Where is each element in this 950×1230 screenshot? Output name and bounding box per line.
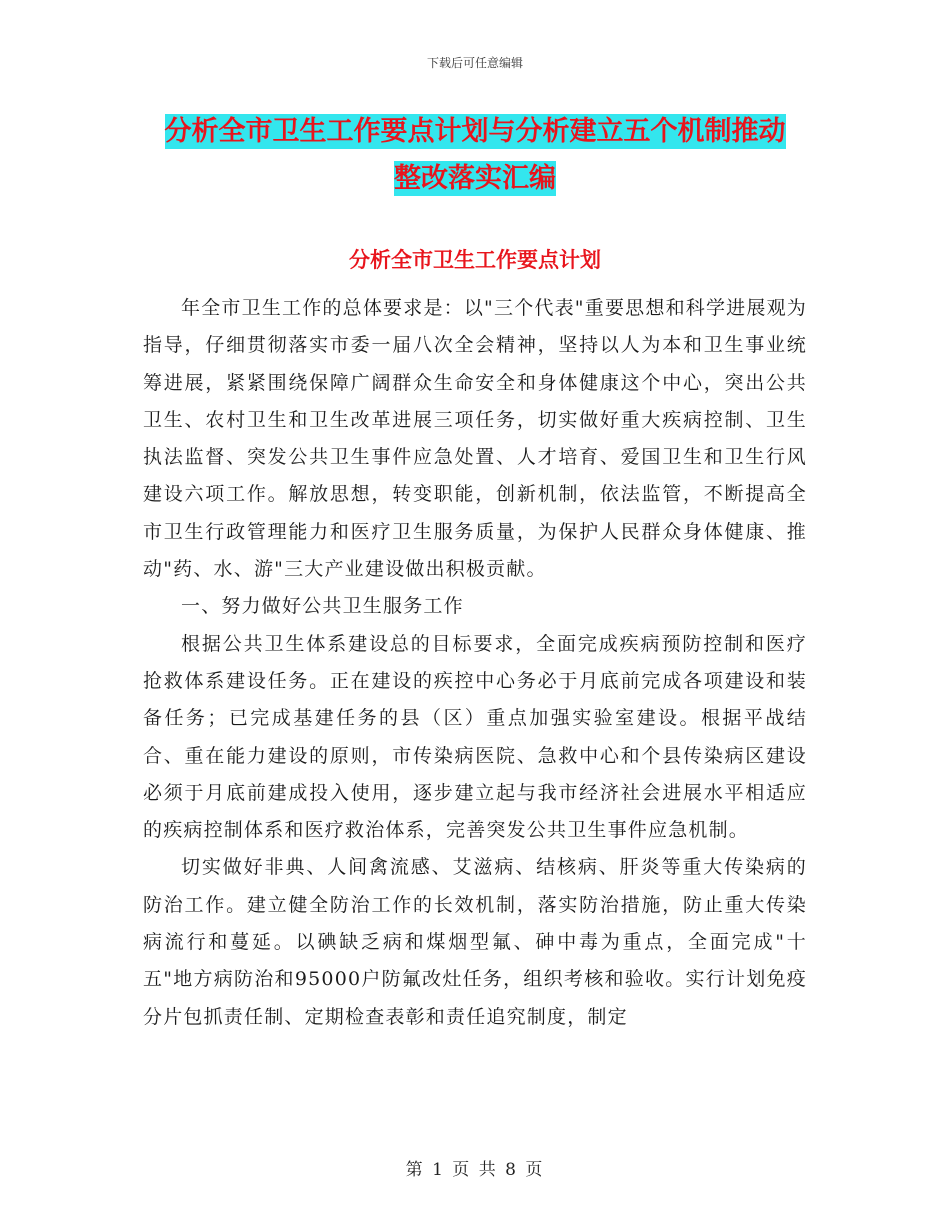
header-note: 下载后可任意编辑 <box>426 56 523 70</box>
paragraph: 年全市卫生工作的总体要求是：以"三个代表"重要思想和科学进展观为指导，仔细贯彻落实市委一届八次全会精神，坚持以人为本和卫生事业统筹进展，紧紧围绕保障广阔群众生命安全和身体健康这个中心，突出公共卫生、农村卫生和卫生改革进展三项任务，切实做好重大疾病控制、卫生执法监督、突发公共卫生事件应急处置、人才培育、爱国卫生和卫生行风建设六项工作。解放思想，转变职能，创新机制，依法监管，不断提高全市卫生行政管理能力和医疗卫生服务质量，为保护人民群众身体健康、推动"药、水、游"三大产业建设做出积极贡献。 <box>143 297 807 581</box>
document-title-line-1: 分析全市卫生工作要点计划与分析建立五个机制推动 <box>164 116 786 147</box>
paragraph: 切实做好非典、人间禽流感、艾滋病、结核病、肝炎等重大传染病的防治工作。建立健全防治工作的长效机制，落实防治措施，防止重大传染病流行和蔓延。以碘缺乏病和煤烟型氟、砷中毒为重点，全面完成"十五"地方病防治和95000户防氟改灶任务，组织考核和验收。实行计划免疫分片包抓责任制、定期检查表彰和责任追究制度，制定 <box>143 856 807 1028</box>
body-text <box>143 290 807 1036</box>
paragraph: 根据公共卫生体系建设总的目标要求，全面完成疾病预防控制和医疗抢救体系建设任务。正在建设的疾控中心务必于月底前完成各项建设和装备任务；已完成基建任务的县（区）重点加强实验室建设。根据平战结合、重在能力建设的原则，市传染病医院、急救中心和个县传染病区建设必须于月底前建成投入使用，逐步建立起与我市经济社会进展水平相适应的疾病控制体系和医疗救治体系，完善突发公共卫生事件应急机制。 <box>143 632 807 842</box>
page-footer: 第 1 页 共 8 页 <box>405 1160 545 1180</box>
subheading: 一、努力做好公共卫生服务工作 <box>181 595 464 618</box>
document-title-line-2: 整改落实汇编 <box>394 163 556 194</box>
document-title <box>150 108 800 202</box>
section-title: 分析全市卫生工作要点计划 <box>349 248 601 272</box>
